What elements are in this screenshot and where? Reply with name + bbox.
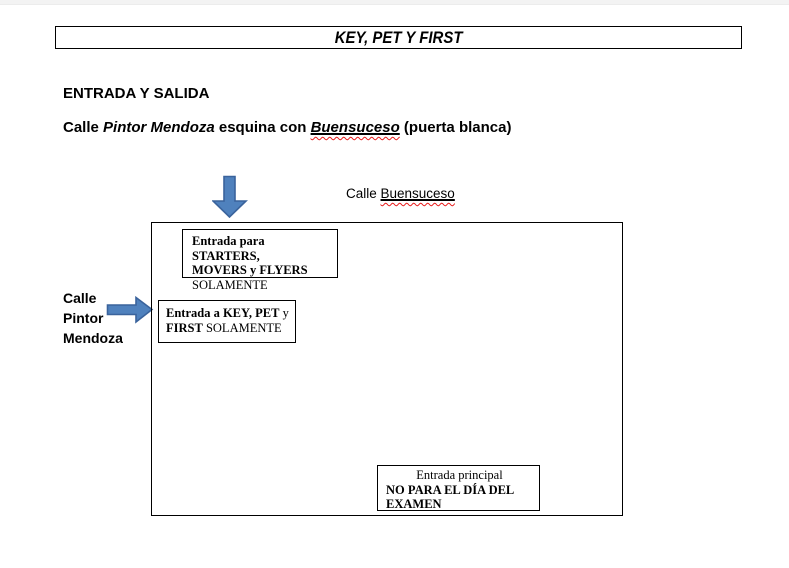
key-box-line2 [166, 321, 291, 336]
main-box-line3: EXAMEN [386, 497, 442, 511]
street-left-line3: Mendoza [63, 330, 123, 346]
street-top-prefix: Calle [346, 186, 381, 201]
page-title: KEY, PET Y FIRST [334, 27, 463, 47]
street2-underlined [311, 119, 400, 136]
key-line1-bold: Entrada a KEY, PET [166, 306, 280, 320]
street2-name: Buensuceso [310, 119, 400, 136]
street-top-underlined [381, 186, 455, 201]
street-left-line1: Calle [63, 290, 97, 306]
address-middle: esquina con [214, 119, 311, 136]
address-prefix: Calle [63, 119, 104, 136]
starters-entrance-box [182, 229, 338, 292]
title-box [55, 26, 742, 49]
main-box-line2: NO PARA EL DÍA DEL [386, 482, 515, 497]
key-line2-bold: FIRST [166, 320, 203, 335]
key-pet-first-entrance-box [158, 300, 296, 343]
address-suffix: (puerta blanca) [399, 119, 512, 136]
section-heading: ENTRADA Y SALIDA [63, 85, 210, 102]
down-arrow-icon [212, 175, 248, 219]
main-entrance-box [377, 465, 540, 511]
page-top-edge [0, 0, 789, 5]
key-line2-rest: SOLAMENTE [202, 320, 282, 335]
address-line [63, 119, 511, 136]
street-top-name: Buensuceso [380, 186, 455, 201]
street-label-buensuceso [346, 186, 455, 201]
key-box-line1 [166, 306, 291, 321]
key-line1-rest: y [279, 306, 289, 320]
street1-name: Pintor Mendoza [103, 119, 215, 136]
building-outline [151, 222, 623, 516]
starters-line2: MOVERS y FLYERS [192, 263, 308, 277]
main-box-line1: Entrada principal [416, 468, 503, 482]
starters-line1: Entrada para STARTERS, [192, 234, 265, 263]
starters-line3: SOLAMENTE [192, 277, 268, 292]
right-arrow-icon [106, 296, 154, 324]
street-left-line2: Pintor [63, 310, 104, 326]
